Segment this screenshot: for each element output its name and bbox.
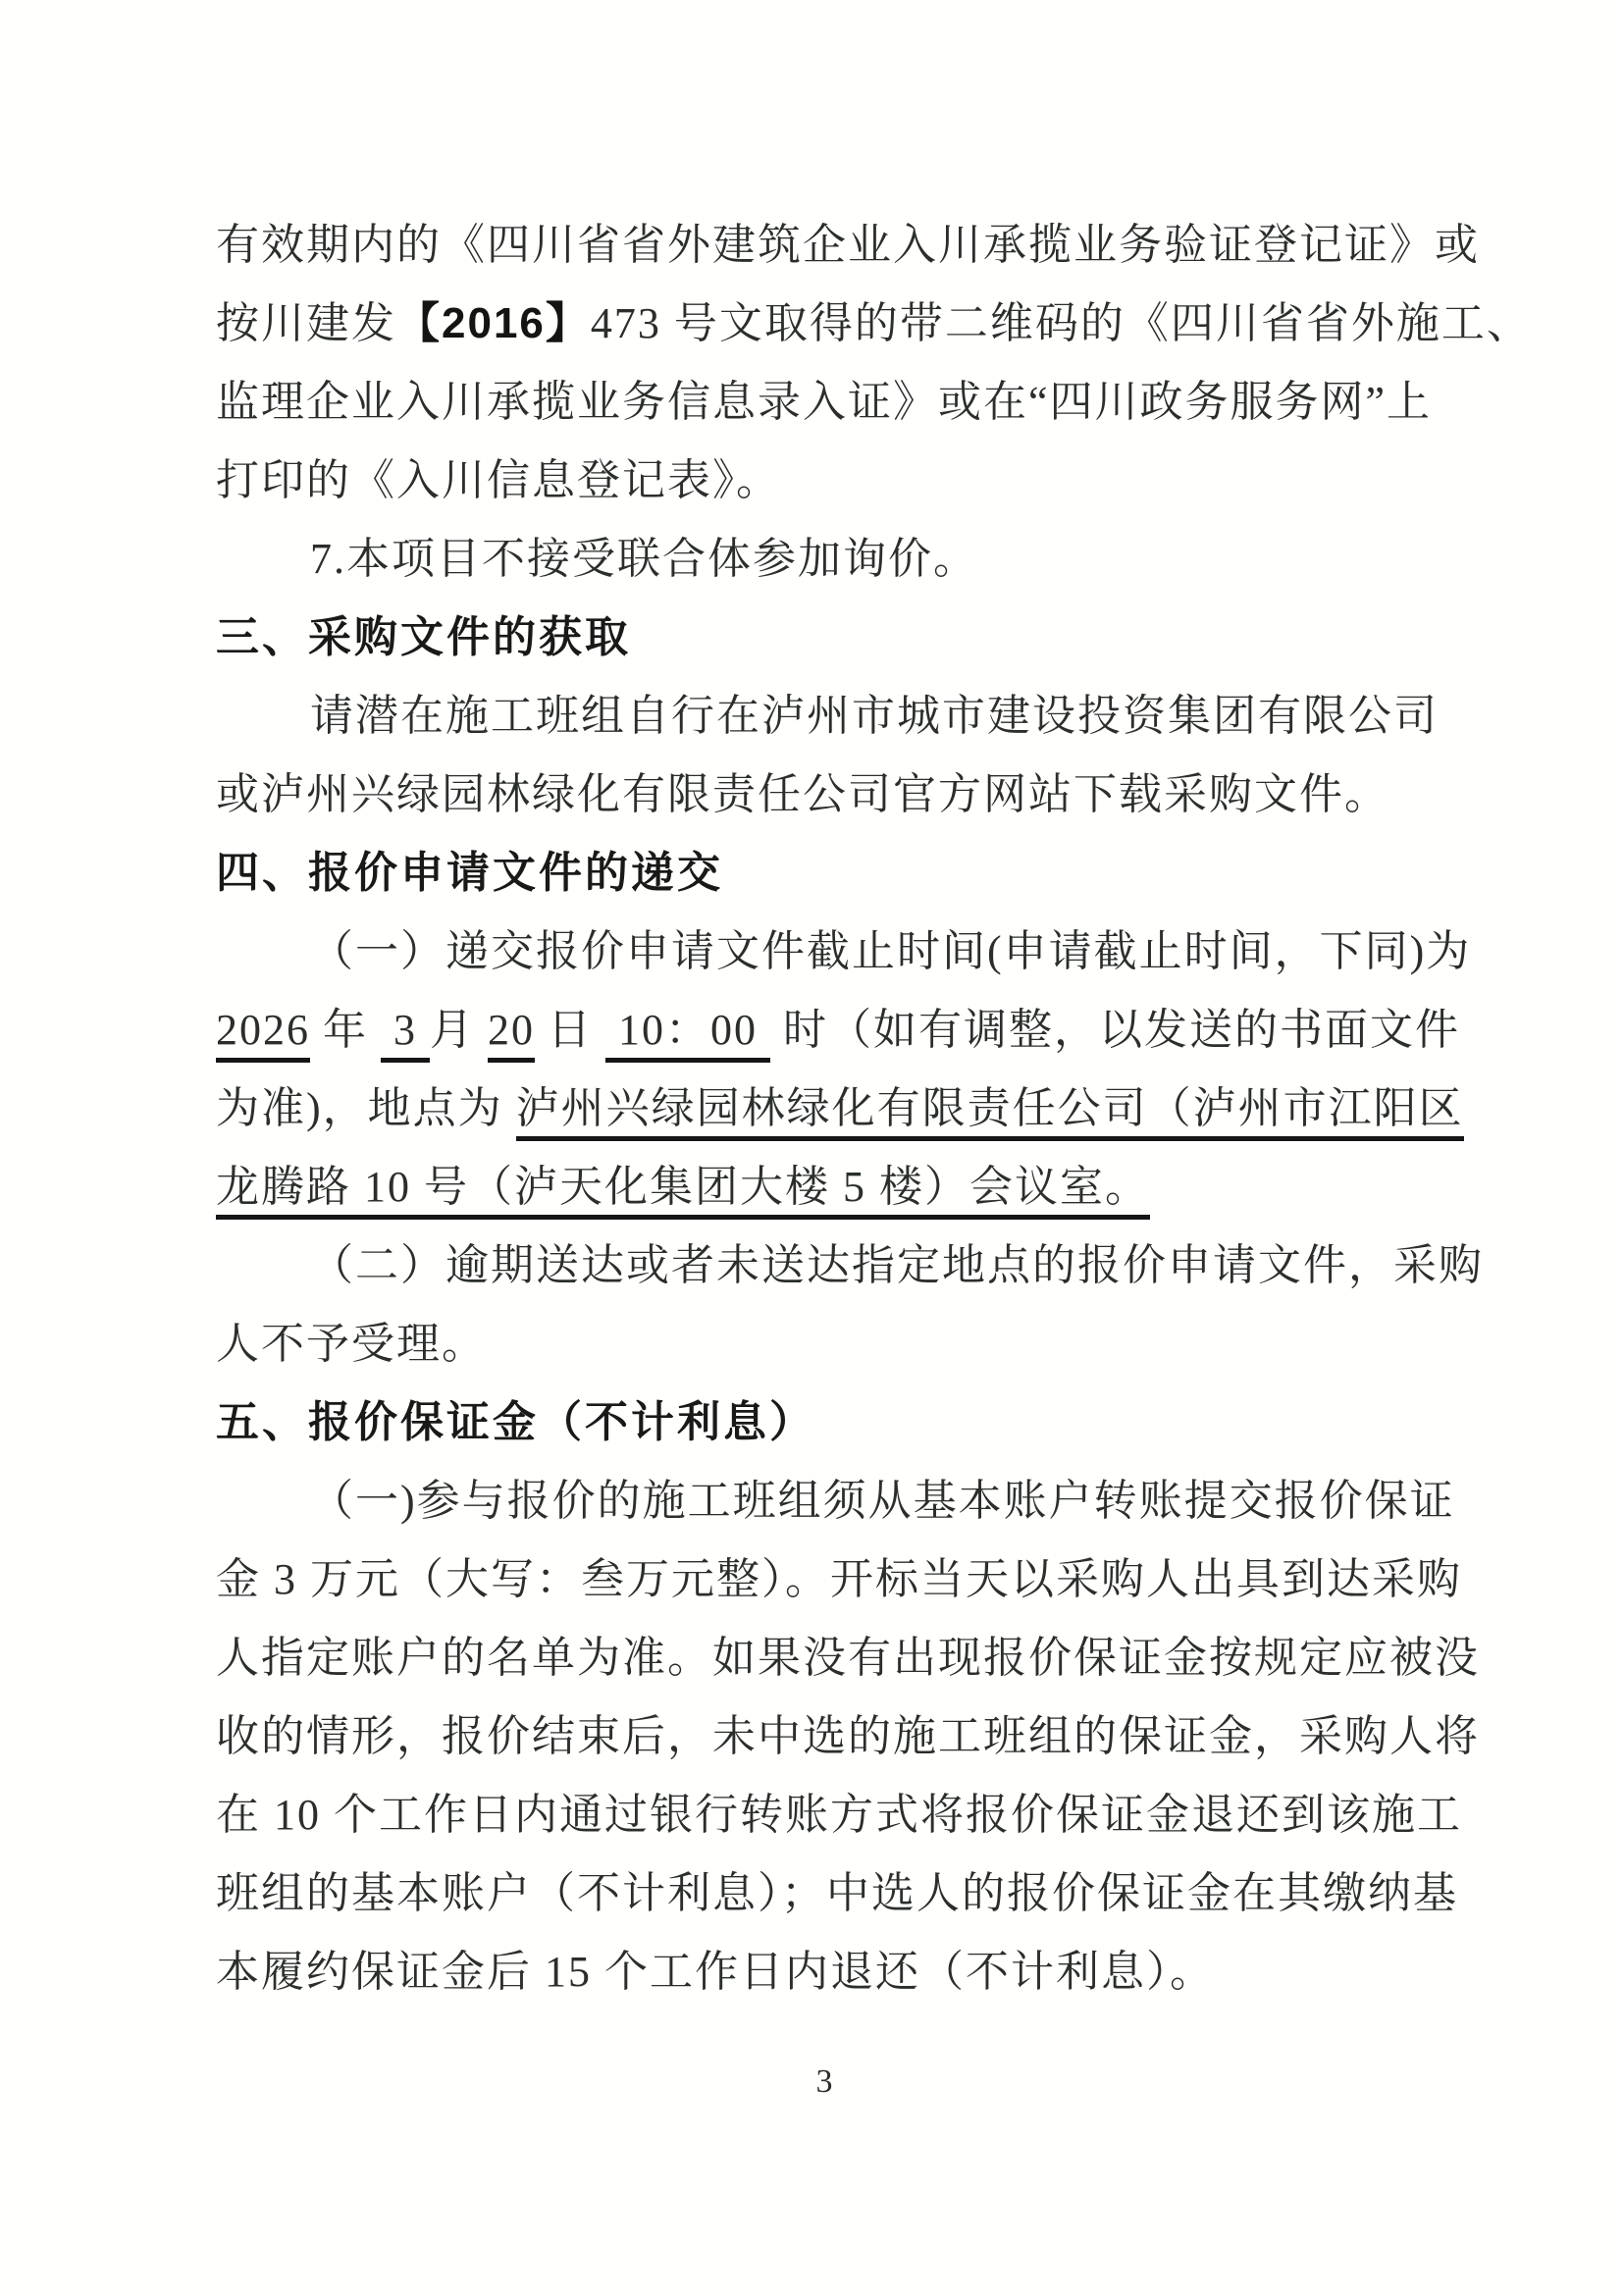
text-line xyxy=(216,1933,1433,2011)
text-segment: 班组的基本账户（不计利息）；中选人的报价保证金在其缴纳基 xyxy=(216,1869,1458,1917)
text-line xyxy=(216,1540,1462,1619)
text-segment: 本履约保证金后 15 个工作日内退还（不计利息）。 xyxy=(216,1948,1215,1996)
section-heading-line xyxy=(216,834,1433,913)
text-line xyxy=(216,1697,1480,1776)
text-segment: 收的情形，报价结束后，未中选的施工班组的保证金，采购人将 xyxy=(216,1712,1480,1760)
section-heading-line xyxy=(216,599,1433,677)
section-heading-line xyxy=(216,1383,1433,1462)
text-segment: （一）递交报价申请文件截止时间(申请截止时间，下同)为 xyxy=(310,927,1472,975)
text-line xyxy=(216,206,1480,285)
text-segment: （二）逾期送达或者未送达指定地点的报价申请文件，采购 xyxy=(310,1241,1484,1289)
text-line xyxy=(216,1854,1458,1933)
text-line xyxy=(216,1776,1462,1854)
text-line xyxy=(216,1619,1480,1697)
underlined-text-segment: 龙腾路 10 号（泸天化集团大楼 5 楼）会议室。 xyxy=(216,1163,1150,1220)
text-line xyxy=(216,363,1433,442)
text-line xyxy=(216,285,1532,363)
underlined-text-segment: 泸州兴绿园林绿化有限责任公司（泸州市江阳区 xyxy=(516,1084,1464,1141)
text-line xyxy=(216,677,1439,756)
text-segment: 【2016】 xyxy=(396,299,591,347)
text-segment: 三、采购文件的获取 xyxy=(216,613,631,661)
text-segment: 或泸州兴绿园林绿化有限责任公司官方网站下载采购文件。 xyxy=(216,770,1389,818)
text-line xyxy=(216,913,1472,991)
underlined-text-segment: 3 xyxy=(381,1006,430,1063)
underlined-text-segment: 10：00 xyxy=(605,1006,770,1063)
text-line xyxy=(216,1462,1455,1540)
text-segment: 年 xyxy=(310,1006,381,1054)
text-segment: （一)参与报价的施工班组须从基本账户转账提交报价保证 xyxy=(310,1477,1455,1525)
text-segment: 473 号文取得的带二维码的《四川省省外施工、 xyxy=(590,299,1532,347)
text-segment: 四、报价申请文件的递交 xyxy=(216,849,723,897)
text-segment: 五、报价保证金（不计利息） xyxy=(216,1398,815,1446)
text-segment: 金 3 万元（大写：叁万元整）。开标当天以采购人出具到达采购 xyxy=(216,1555,1462,1603)
text-segment: 为准)，地点为 xyxy=(216,1084,516,1132)
text-line xyxy=(216,442,1433,520)
text-line xyxy=(216,520,1433,599)
underlined-text-segment: 20 xyxy=(488,1006,535,1063)
text-line xyxy=(216,1305,1433,1383)
text-segment: 监理企业入川承揽业务信息录入证》或在“四川政务服务网”上 xyxy=(216,378,1433,426)
text-segment: 时（如有调整，以发送的书面文件 xyxy=(770,1006,1460,1054)
underlined-text-segment: 2026 xyxy=(216,1006,310,1063)
text-segment: 日 xyxy=(535,1006,605,1054)
text-segment: 有效期内的《四川省省外建筑企业入川承揽业务验证登记证》或 xyxy=(216,221,1480,269)
text-line xyxy=(216,756,1433,834)
text-line xyxy=(216,1148,1433,1226)
text-segment: 月 xyxy=(430,1006,488,1054)
text-line xyxy=(216,1070,1464,1148)
text-segment: 人指定账户的名单为准。如果没有出现报价保证金按规定应被没 xyxy=(216,1634,1480,1682)
text-line xyxy=(216,991,1460,1070)
document-body xyxy=(216,206,1532,2011)
text-segment: 按川建发 xyxy=(216,299,396,347)
text-segment: 请潜在施工班组自行在泸州市城市建设投资集团有限公司 xyxy=(310,692,1439,740)
page-number: 3 xyxy=(815,2063,833,2100)
text-segment: 打印的《入川信息登记表》。 xyxy=(216,456,781,504)
text-segment: 7.本项目不接受联合体参加询价。 xyxy=(310,535,978,583)
text-segment: 人不予受理。 xyxy=(216,1320,487,1368)
text-segment: 在 10 个工作日内通过银行转账方式将报价保证金退还到该施工 xyxy=(216,1791,1462,1839)
text-line xyxy=(216,1226,1484,1305)
